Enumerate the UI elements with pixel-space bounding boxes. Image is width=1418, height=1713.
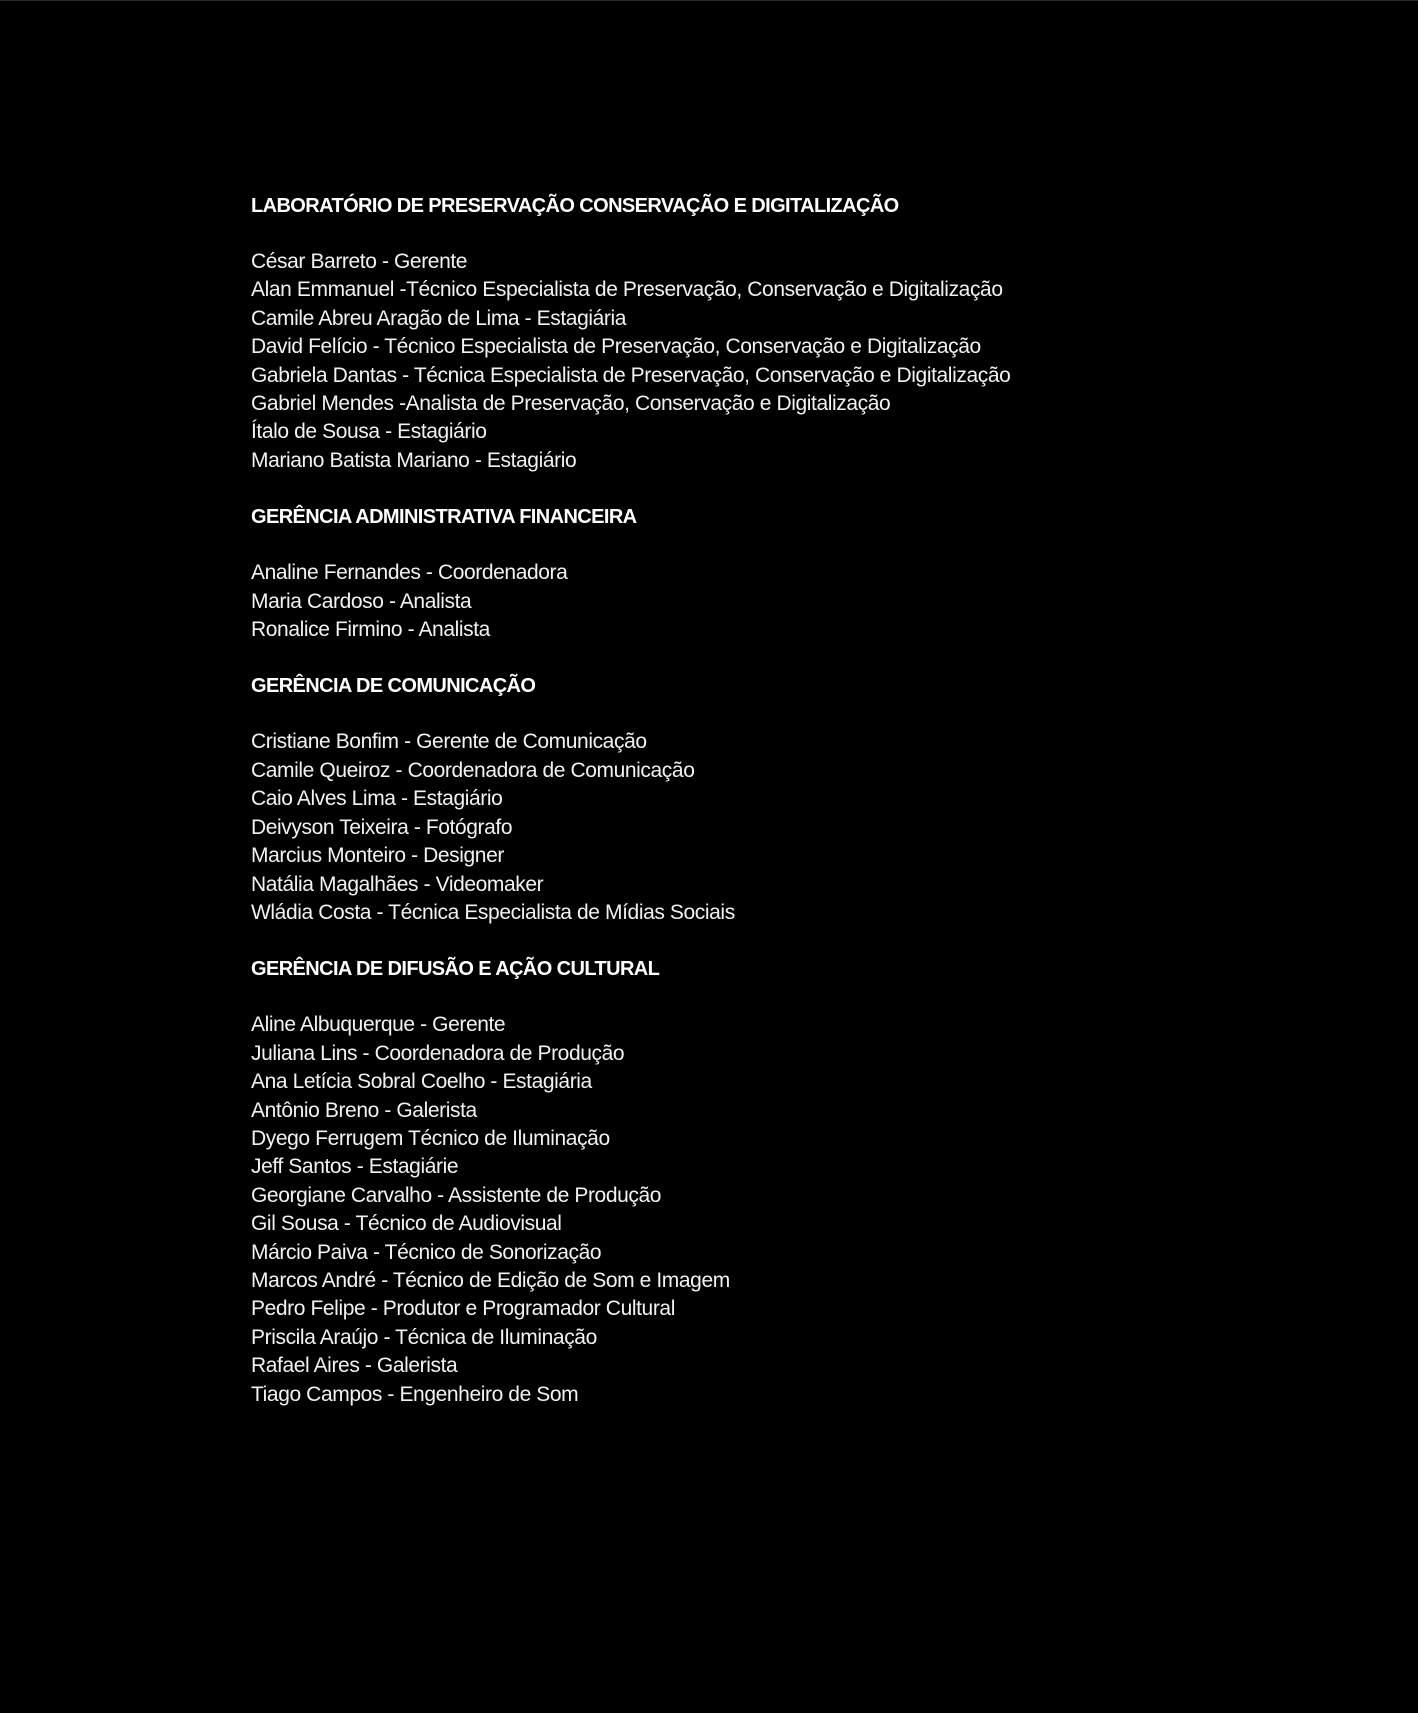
member-entry: Tiago Campos - Engenheiro de Som bbox=[251, 1382, 579, 1406]
member-entry: Aline Albuquerque - Gerente bbox=[251, 1013, 506, 1037]
member-entry: Márcio Paiva - Técnico de Sonorização bbox=[251, 1240, 602, 1264]
member-entry: Alan Emmanuel -Técnico Especialista de Preservação, Conservação e Digitalização bbox=[251, 278, 1003, 302]
section-gerencia-administrativa bbox=[251, 503, 1351, 644]
member-entry: Caio Alves Lima - Estagiário bbox=[251, 787, 503, 811]
member-entry: César Barreto - Gerente bbox=[251, 250, 468, 273]
member-entry: Ana Letícia Sobral Coelho - Estagiária bbox=[251, 1070, 592, 1094]
member-entry: Marcos André - Técnico de Edição de Som e Imagem bbox=[251, 1268, 730, 1292]
member-list bbox=[251, 1011, 1351, 1409]
member-list bbox=[251, 728, 1351, 927]
member-entry: Camile Queiroz - Coordenadora de Comunicação bbox=[251, 758, 695, 782]
section-gerencia-comunicacao bbox=[251, 672, 1351, 927]
section-title: GERÊNCIA DE DIFUSÃO E AÇÃO CULTURAL bbox=[251, 958, 660, 981]
member-entry: Mariano Batista Mariano - Estagiário bbox=[251, 448, 577, 472]
member-entry: Priscila Araújo - Técnica de Iluminação bbox=[251, 1325, 597, 1349]
member-entry: Ronalice Firmino - Analista bbox=[251, 618, 490, 642]
section-laboratorio bbox=[251, 192, 1351, 475]
member-entry: Dyego Ferrugem Técnico de Iluminação bbox=[251, 1126, 610, 1150]
section-title: GERÊNCIA ADMINISTRATIVA FINANCEIRA bbox=[251, 506, 637, 529]
member-entry: Gil Sousa - Técnico de Audiovisual bbox=[251, 1212, 562, 1236]
member-entry: Gabriel Mendes -Analista de Preservação, Conservação e Digitalização bbox=[251, 392, 891, 416]
member-entry: Pedro Felipe - Produtor e Programador Cultural bbox=[251, 1297, 675, 1321]
member-list bbox=[251, 248, 1351, 475]
member-entry: Rafael Aires - Galerista bbox=[251, 1354, 458, 1378]
member-entry: Georgiane Carvalho - Assistente de Produção bbox=[251, 1183, 662, 1207]
member-entry: Deivyson Teixeira - Fotógrafo bbox=[251, 815, 513, 839]
section-title: LABORATÓRIO DE PRESERVAÇÃO CONSERVAÇÃO E DIGITALIZAÇÃO bbox=[251, 195, 899, 217]
member-entry: Camile Abreu Aragão de Lima - Estagiária bbox=[251, 306, 627, 330]
section-gerencia-difusao bbox=[251, 955, 1351, 1409]
member-entry: Antônio Breno - Galerista bbox=[251, 1098, 477, 1122]
member-list bbox=[251, 559, 1351, 644]
member-entry: Gabriela Dantas - Técnica Especialista de Preservação, Conservação e Digitalização bbox=[251, 363, 1011, 387]
member-entry: Marcius Monteiro - Designer bbox=[251, 844, 504, 868]
member-entry: Cristiane Bonfim - Gerente de Comunicação bbox=[251, 730, 647, 754]
member-entry: Juliana Lins - Coordenadora de Produção bbox=[251, 1041, 625, 1065]
section-title: GERÊNCIA DE COMUNICAÇÃO bbox=[251, 675, 536, 698]
member-entry: Natália Magalhães - Videomaker bbox=[251, 872, 544, 896]
credits-content bbox=[251, 192, 1351, 1437]
member-entry: Wládia Costa - Técnica Especialista de Mídias Sociais bbox=[251, 900, 735, 924]
member-entry: Ítalo de Sousa - Estagiário bbox=[251, 420, 487, 444]
top-border-line bbox=[0, 0, 1418, 1]
member-entry: Maria Cardoso - Analista bbox=[251, 589, 472, 613]
member-entry: David Felício - Técnico Especialista de Preservação, Conservação e Digitalização bbox=[251, 335, 981, 359]
member-entry: Jeff Santos - Estagiárie bbox=[251, 1155, 459, 1179]
member-entry: Analine Fernandes - Coordenadora bbox=[251, 561, 568, 585]
